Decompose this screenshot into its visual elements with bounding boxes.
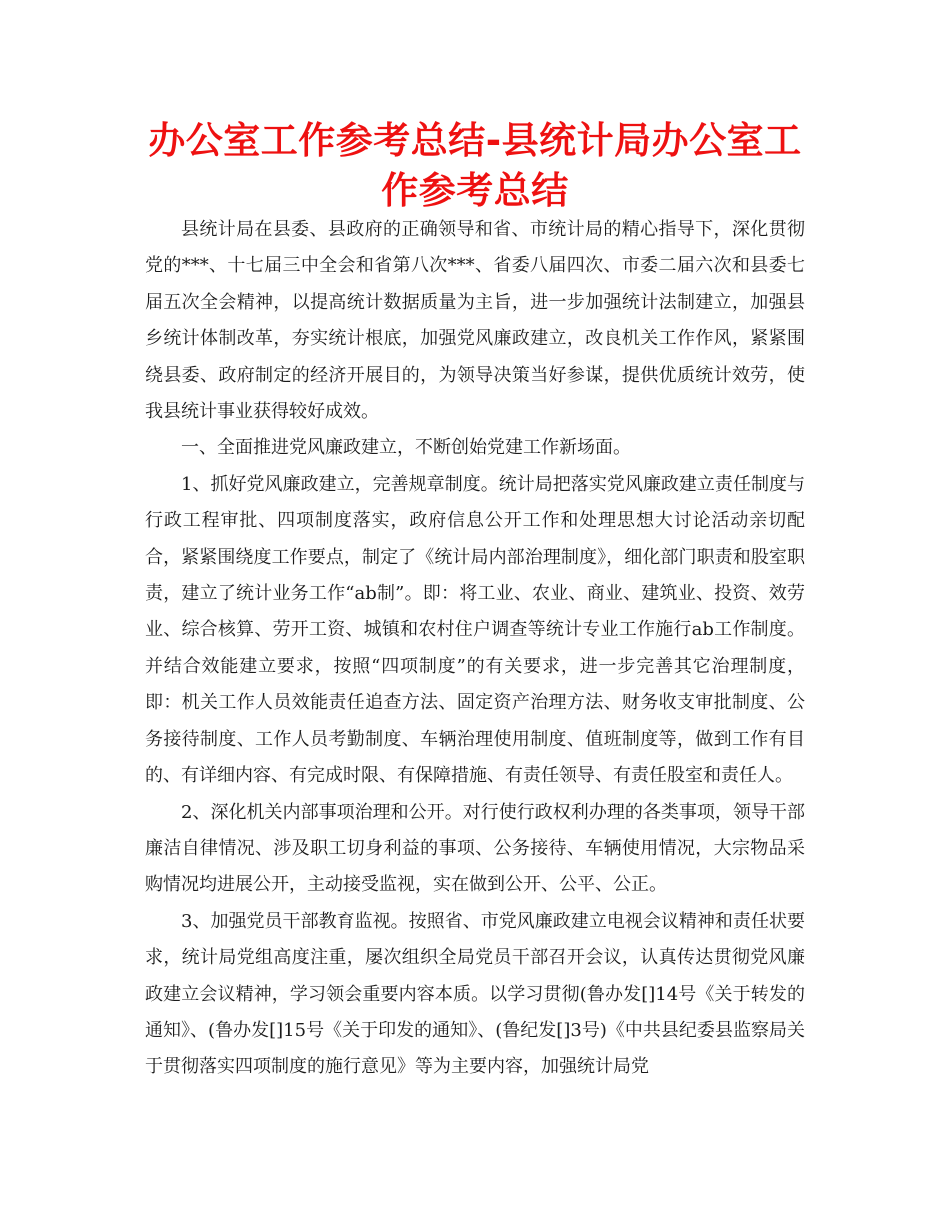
paragraph-item-1: 1、抓好党风廉政建立，完善规章制度。统计局把落实党风廉政建立责任制度与行政工程审批、四项制度落实，政府信息公开工作和处理思想大讨论活动亲切配合，紧紧围绕度工作要点，制定了《统计局内部治理制度》，细化部门职责和股室职责，建立了统计业务工作“ab制”。即：将工业、农业、商业、建筑业、投资、效劳业、综合核算、劳开工资、城镇和农村住户调查等统计专业工作施行ab工作制度。并结合效能建立要求，按照“四项制度”的有关要求，进一步完善其它治理制度，即：机关工作人员效能责任追查方法、固定资产治理方法、财务收支审批制度、公务接待制度、工作人员考勤制度、车辆治理使用制度、值班制度等，做到工作有目的、有详细内容、有完成时限、有保障措施、有责任领导、有责任股室和责任人。: [145, 473, 805, 787]
paragraph-intro: 县统计局在县委、县政府的正确领导和省、市统计局的精心指导下，深化贯彻党的***、十七届三中全会和省第八次***、省委八届四次、市委二届六次和县委七届五次全会精神，以提高统计数据质量为主旨，进一步加强统计法制建立，加强县乡统计体制改革，夯实统计根底，加强党风廉政建立，改良机关工作作风，紧紧围绕县委、政府制定的经济开展目的，为领导决策当好参谋，提供优质统计效劳，使我县统计事业获得较好成效。: [145, 219, 805, 423]
paragraph-item-3: 3、加强党员干部教育监视。按照省、市党风廉政建立电视会议精神和责任状要求，统计局党组高度注重，屡次组织全局党员干部召开会议，认真传达贯彻党风廉政建立会议精神，学习领会重要内容本质。以学习贯彻(鲁办发[]14号《关于转发的通知》、(鲁办发[]15号《关于印发的通知》、(鲁纪发[]3号)《中共县纪委县监察局关于贯彻落实四项制度的施行意见》等为主要内容，加强统计局党: [145, 910, 805, 1078]
paragraph-item-2: 2、深化机关内部事项治理和公开。对行使行政权利办理的各类事项，领导干部廉洁自律情况、涉及职工切身利益的事项、公务接待、车辆使用情况，大宗物品采购情况均进展公开，主动接受监视，实在做到公开、公平、公正。: [145, 801, 805, 896]
paragraph-section-heading: 一、全面推进党风廉政建立，不断创始党建工作新场面。: [181, 437, 631, 459]
document-body: [145, 212, 805, 1086]
document-title: 办公室工作参考总结-县统计局办公室工作参考总结: [148, 119, 802, 212]
